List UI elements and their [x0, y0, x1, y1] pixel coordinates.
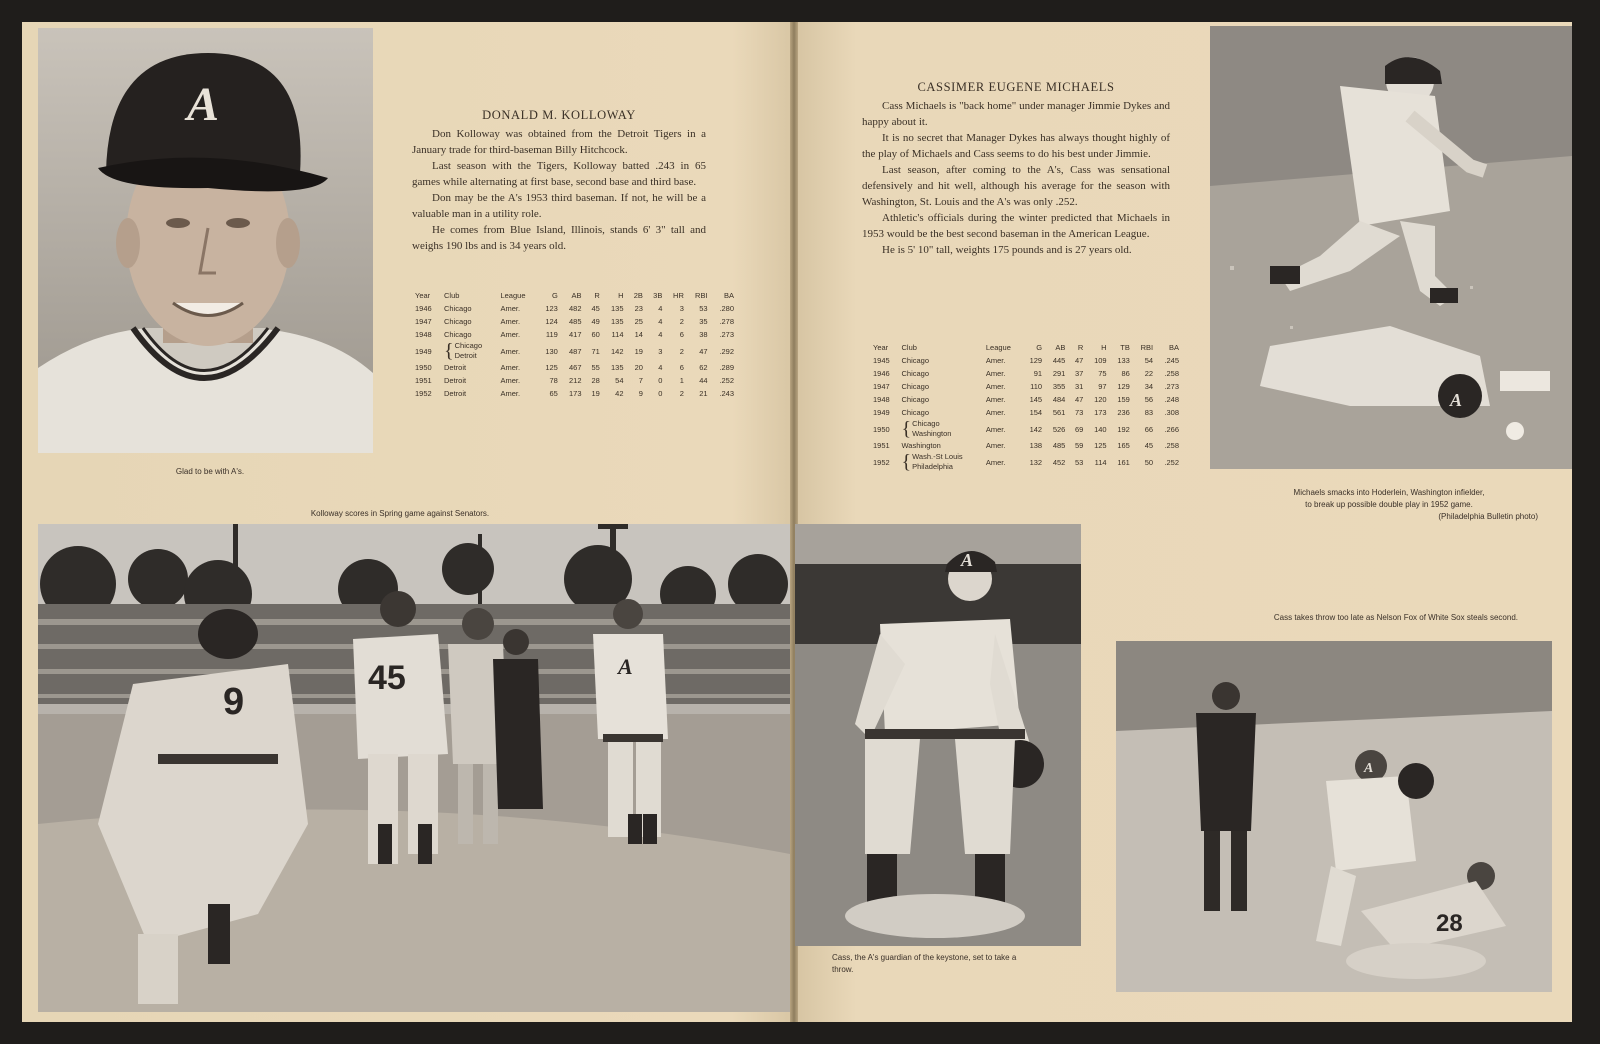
table-row	[870, 439, 1182, 452]
michaels-slide-photo	[1210, 26, 1572, 469]
stats-value: 44	[699, 376, 708, 385]
stats-year: 1950	[415, 363, 432, 372]
stats-value: 14	[634, 330, 643, 339]
stats-club-name: Chicago	[912, 419, 940, 428]
stats-value: 4	[658, 317, 663, 326]
stats-header-cell: HR	[673, 291, 684, 300]
stats-club: Washington	[901, 441, 941, 450]
stats-club: Chicago	[901, 369, 930, 378]
stats-value: .248	[1164, 395, 1179, 404]
michaels-stats-table	[870, 341, 1182, 472]
stats-league: Amer.	[500, 389, 521, 398]
stats-league: Amer.	[500, 363, 521, 372]
stats-value: 49	[591, 317, 600, 326]
stats-header-cell: Year	[873, 343, 889, 352]
steal-cap-letter: A	[1364, 761, 1374, 776]
stats-year: 1946	[415, 304, 432, 313]
stats-value: 75	[1098, 369, 1107, 378]
stats-header-cell: R	[1077, 343, 1084, 352]
stats-value: 4	[658, 363, 663, 372]
stats-value: .289	[719, 363, 734, 372]
stats-value: 47	[1074, 395, 1084, 404]
stats-league: Amer.	[985, 369, 1006, 378]
stats-value: 71	[591, 346, 600, 356]
stats-value: 28	[591, 376, 600, 385]
stats-value: 2	[679, 389, 684, 398]
stats-club: Chicago	[901, 408, 930, 417]
stats-value: .273	[719, 330, 734, 339]
stats-header-cell: BA	[1168, 343, 1179, 352]
table-row	[870, 393, 1182, 406]
stats-value: 78	[549, 376, 558, 385]
stats-header-cell: TB	[1120, 343, 1130, 352]
stats-value: 124	[545, 317, 558, 326]
stats-club-name: Washington	[912, 429, 952, 438]
stats-header-cell: AB	[1055, 343, 1066, 352]
stats-header-cell: BA	[723, 291, 734, 300]
stats-year: 1945	[873, 356, 890, 365]
stats-value: 21	[699, 389, 708, 398]
stats-header-row	[870, 341, 1182, 354]
action-caption: Kolloway scores in Spring game against Senators.	[310, 509, 490, 518]
stats-value: 23	[634, 304, 643, 313]
stats-value: 4	[658, 304, 663, 313]
stats-value: 59	[1074, 441, 1084, 450]
michaels-title: CASSIMER EUGENE MICHAELS	[917, 80, 1115, 94]
stats-value: 6	[679, 330, 684, 339]
stats-year: 1948	[415, 330, 432, 339]
stats-value: 142	[1029, 424, 1043, 434]
stats-value: 129	[1029, 356, 1043, 365]
stats-header-cell: H	[618, 291, 624, 300]
stats-value: 86	[1121, 369, 1130, 378]
stats-value: 445	[1052, 356, 1066, 365]
stats-year: 1947	[873, 382, 890, 391]
stats-value: 1	[679, 376, 684, 385]
kolloway-paragraph: Don may be the A's 1953 third baseman. If not, he will be a valuable man in a utility role.	[412, 192, 706, 220]
stats-club: Detroit	[444, 363, 467, 372]
stats-value: .252	[719, 376, 734, 385]
stats-value: .266	[1164, 424, 1179, 434]
stats-club: Chicago	[901, 382, 930, 391]
kolloway-portrait-photo	[38, 28, 373, 453]
stats-value: 135	[611, 363, 624, 372]
stats-header-cell: Club	[901, 343, 917, 352]
stats-value: 9	[638, 389, 643, 398]
table-row	[412, 361, 737, 374]
jersey-number-45: 45	[368, 659, 406, 697]
stats-header-cell: G	[551, 291, 558, 300]
stats-value: 31	[1074, 382, 1084, 391]
stats-club: Chicago	[901, 395, 930, 404]
stats-header-cell: Year	[415, 291, 431, 300]
stats-club-name: Philadelphia	[912, 462, 953, 471]
stats-value: 2	[679, 317, 684, 326]
stats-header-cell: 3B	[653, 291, 663, 300]
stats-value: 45	[1144, 441, 1154, 450]
stats-league: Amer.	[500, 376, 521, 385]
kolloway-title: DONALD M. KOLLOWAY	[482, 108, 636, 122]
stats-value: 236	[1117, 408, 1130, 417]
slide-caption-line: Michaels smacks into Hoderlein, Washington infielder,	[1293, 488, 1485, 497]
portrait-caption: Glad to be with A's.	[175, 467, 245, 476]
table-row	[412, 302, 737, 315]
slide-cap-letter: A	[1450, 390, 1463, 410]
stats-league: Amer.	[985, 356, 1006, 365]
table-row	[412, 387, 737, 400]
stats-league: Amer.	[500, 346, 521, 356]
stats-year: 1948	[873, 395, 890, 404]
stats-value: .243	[719, 389, 734, 398]
stats-value: 129	[1117, 382, 1130, 391]
stats-header-cell: RBI	[695, 291, 708, 300]
stats-value: 114	[611, 330, 624, 339]
stats-club: Detroit	[444, 376, 467, 385]
stats-club-name: Detroit	[454, 351, 477, 360]
stats-value: .258	[1164, 441, 1179, 450]
stats-value: 60	[591, 330, 600, 339]
stats-value: .308	[1164, 408, 1179, 417]
stats-header-cell: G	[1036, 343, 1043, 352]
stats-year: 1951	[415, 376, 432, 385]
kolloway-paragraph: Don Kolloway was obtained from the Detroit Tigers in a January trade for third-baseman Billy Hitchcock.	[412, 128, 706, 156]
table-row	[870, 354, 1182, 367]
stats-header-cell: League	[985, 343, 1011, 352]
svg-text:9: 9	[223, 681, 245, 723]
stats-league: Amer.	[985, 408, 1006, 417]
table-row	[870, 380, 1182, 393]
slide-caption-line: (Philadelphia Bulletin photo)	[1438, 512, 1538, 521]
stats-value: 561	[1052, 408, 1066, 417]
stats-header-cell: AB	[571, 291, 582, 300]
stats-value: 35	[699, 317, 708, 326]
stats-value: 133	[1117, 356, 1130, 365]
stats-value: 109	[1094, 356, 1107, 365]
stats-club: Chicago	[444, 304, 472, 313]
stats-value: 120	[1094, 395, 1107, 404]
stats-header-cell: 2B	[633, 291, 643, 300]
stats-value: 161	[1117, 457, 1130, 467]
stats-value: .280	[719, 304, 734, 313]
slide-caption-line: to break up possible double play in 1952 game.	[1305, 500, 1473, 509]
stats-league: Amer.	[985, 441, 1006, 450]
stats-value: 355	[1052, 382, 1066, 391]
stats-value: 291	[1052, 369, 1066, 378]
kolloway-paragraph: Last season with the Tigers, Kolloway batted .243 in 65 games while alternating at first base, second base and third base.	[412, 160, 706, 188]
stats-value: 25	[634, 317, 643, 326]
stats-value: 165	[1117, 441, 1130, 450]
stats-club	[898, 452, 982, 472]
stats-value: 54	[1144, 356, 1154, 365]
stats-value: 212	[568, 376, 582, 385]
stats-value: 6	[679, 363, 684, 372]
stats-value: 69	[1074, 424, 1084, 434]
table-row	[870, 406, 1182, 419]
stats-value: .252	[1164, 457, 1179, 467]
stats-value: .245	[1164, 356, 1179, 365]
stats-value: 452	[1052, 457, 1066, 467]
stats-league: Amer.	[985, 395, 1006, 404]
stats-year: 1951	[873, 441, 890, 450]
stats-value: 47	[699, 346, 708, 356]
fox-steals-second-photo	[1116, 641, 1552, 992]
kolloway-bio	[412, 108, 706, 254]
michaels-paragraph: Cass Michaels is "back home" under manager Jimmie Dykes and happy about it.	[862, 100, 1170, 128]
stats-value: 91	[1033, 369, 1043, 378]
stats-value: 53	[699, 304, 708, 313]
stats-club: Chicago	[444, 330, 472, 339]
michaels-paragraph: He is 5' 10" tall, weights 175 pounds and is 27 years old.	[882, 244, 1132, 256]
stats-value: 62	[699, 363, 708, 372]
stats-club: Chicago	[901, 356, 930, 365]
stats-year: 1952	[415, 389, 432, 398]
stats-year: 1950	[873, 424, 890, 434]
michaels-keystone-photo	[795, 524, 1081, 946]
stats-value: 47	[1074, 356, 1084, 365]
stats-value: 159	[1117, 395, 1130, 404]
stats-value: 53	[1074, 457, 1084, 467]
stats-league: Amer.	[500, 317, 521, 326]
jersey-letter: A	[618, 654, 633, 679]
stats-year: 1949	[415, 346, 432, 356]
stats-year: 1949	[873, 408, 890, 417]
stats-league: Amer.	[985, 382, 1006, 391]
jersey-number-28: 28	[1436, 910, 1463, 937]
stats-value: 38	[699, 330, 708, 339]
stats-value: 3	[658, 346, 663, 356]
stats-value: 110	[1030, 382, 1043, 391]
table-row	[412, 328, 737, 341]
stats-value: 42	[615, 389, 624, 398]
stats-value: 417	[568, 330, 582, 339]
table-row	[412, 374, 737, 387]
slide-caption	[1240, 487, 1538, 523]
stats-value: 0	[658, 389, 663, 398]
stats-club	[441, 341, 497, 361]
stats-value: 482	[568, 304, 582, 313]
stats-value: 130	[545, 346, 558, 356]
stats-value: 19	[634, 346, 643, 356]
stats-header-cell: H	[1101, 343, 1107, 352]
stats-value: .273	[1164, 382, 1179, 391]
stats-value: 50	[1144, 457, 1154, 467]
michaels-paragraph: Last season, after coming to the A's, Cass was sensational defensively and hit well, although his average for the season with Washington, St. Louis and the A's was only .252.	[862, 164, 1170, 208]
stats-club	[898, 419, 982, 439]
stats-value: 34	[1144, 382, 1154, 391]
keystone-caption: Cass, the A's guardian of the keystone, set to take a throw.	[832, 953, 1017, 974]
stats-league: Amer.	[985, 424, 1006, 434]
stats-year: 1946	[873, 369, 890, 378]
stats-value: 73	[1074, 408, 1084, 417]
brace-glyph: {	[901, 418, 912, 440]
stats-value: 19	[591, 389, 600, 398]
spring-game-action-photo	[38, 524, 790, 1012]
stats-value: 145	[1029, 395, 1043, 404]
kolloway-stats-table	[412, 289, 737, 400]
stats-value: 55	[591, 363, 600, 372]
michaels-bio	[862, 80, 1170, 258]
stats-header-row	[412, 289, 737, 302]
stats-value: 20	[634, 363, 643, 372]
stats-value: 125	[1094, 441, 1107, 450]
stats-value: 56	[1144, 395, 1154, 404]
stats-value: 83	[1144, 408, 1154, 417]
stats-value: 138	[1029, 441, 1043, 450]
stats-header-cell: RBI	[1140, 343, 1154, 352]
stats-value: 22	[1144, 369, 1154, 378]
stats-value: 123	[545, 304, 558, 313]
stats-club-name: Wash.-St Louis	[912, 452, 963, 461]
stats-value: 0	[658, 376, 663, 385]
table-row	[412, 315, 737, 328]
stats-value: 154	[1029, 408, 1043, 417]
stats-value: 65	[549, 389, 558, 398]
stats-header-cell: R	[594, 291, 600, 300]
table-row	[412, 341, 737, 361]
table-row	[870, 367, 1182, 380]
table-row	[870, 452, 1182, 472]
stats-value: 526	[1052, 424, 1066, 434]
stats-value: 54	[615, 376, 624, 385]
cap-letter: A	[186, 78, 220, 131]
stats-header-cell: Club	[444, 291, 460, 300]
stats-value: 487	[568, 346, 582, 356]
stats-league: Amer.	[500, 304, 521, 313]
keystone-cap-letter: A	[961, 550, 974, 570]
stats-value: 132	[1029, 457, 1043, 467]
stats-league: Amer.	[985, 457, 1006, 467]
stats-value: 140	[1094, 424, 1107, 434]
stats-year: 1952	[873, 457, 890, 467]
michaels-paragraph: Athletic's officials during the winter predicted that Michaels in 1953 would be the best second baseman in the American League.	[862, 212, 1170, 240]
stats-club-name: Chicago	[454, 341, 483, 350]
stats-value: 485	[568, 317, 582, 326]
stats-value: 467	[568, 363, 582, 372]
stats-value: 37	[1074, 369, 1084, 378]
stats-value: 192	[1117, 424, 1130, 434]
stats-value: .278	[719, 317, 734, 326]
stats-value: 135	[611, 304, 624, 313]
steal-caption: Cass takes throw too late as Nelson Fox of White Sox steals second.	[1273, 613, 1518, 622]
stats-value: 135	[611, 317, 624, 326]
stats-value: 4	[658, 330, 663, 339]
brace-glyph: {	[901, 451, 912, 473]
stats-header-cell: League	[500, 291, 526, 300]
stats-value: 97	[1098, 382, 1107, 391]
stats-value: 142	[611, 346, 624, 356]
stats-value: 485	[1052, 441, 1066, 450]
stats-value: 7	[638, 376, 643, 385]
stats-club: Chicago	[444, 317, 472, 326]
stats-value: 114	[1094, 457, 1107, 467]
stats-value: 3	[679, 304, 684, 313]
stats-league: Amer.	[500, 330, 521, 339]
stats-value: 119	[545, 330, 558, 339]
stats-club: Detroit	[444, 389, 467, 398]
kolloway-paragraph: He comes from Blue Island, Illinois, stands 6' 3" tall and weighs 190 lbs and is 34 years old.	[412, 224, 706, 252]
michaels-paragraph: It is no secret that Manager Dykes has always thought highly of the play of Michaels and Cass seems to do his best under Jimmie.	[862, 132, 1170, 160]
stats-value: 2	[679, 346, 684, 356]
stats-value: 484	[1052, 395, 1066, 404]
brace-glyph: {	[444, 340, 454, 362]
stats-value: 66	[1144, 424, 1154, 434]
table-row	[870, 419, 1182, 439]
stats-value: 173	[1094, 408, 1107, 417]
stats-value: 125	[545, 363, 558, 372]
stats-value: .292	[719, 346, 734, 356]
stats-value: 173	[568, 389, 582, 398]
stats-value: .258	[1164, 369, 1179, 378]
stats-value: 45	[591, 304, 600, 313]
stats-year: 1947	[415, 317, 432, 326]
